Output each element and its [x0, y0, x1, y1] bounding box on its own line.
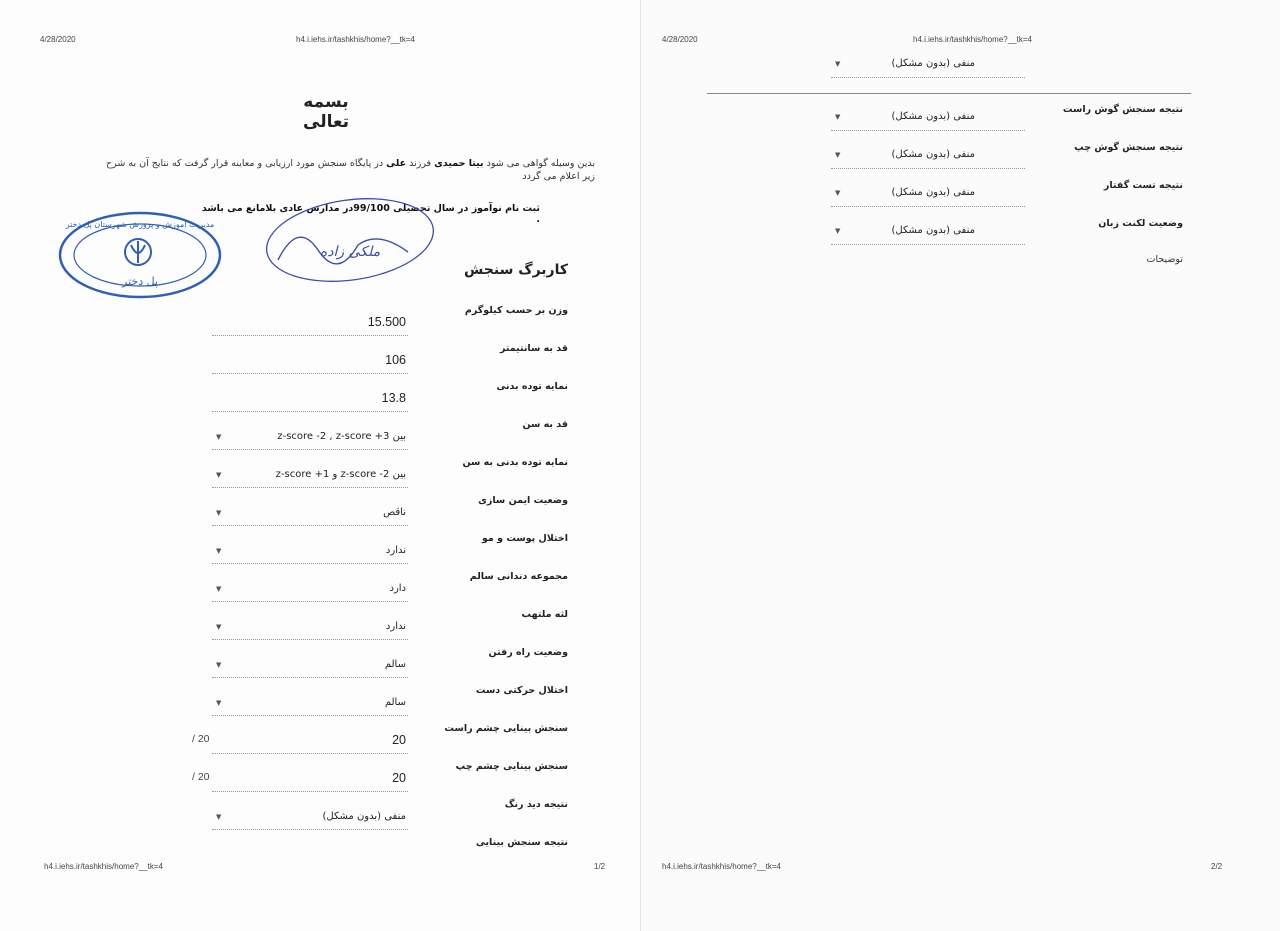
stamp-bottom-text: پل دختر: [122, 275, 158, 288]
field-label: نمایه توده بدنی به سن: [462, 457, 568, 468]
field-value: دارد: [389, 583, 406, 594]
field-value: منفی (بدون مشکل): [322, 811, 406, 822]
field-select[interactable]: [212, 615, 408, 640]
form-row: [0, 419, 640, 457]
field-label: وضعیت راه رفتن: [488, 647, 568, 658]
field-select[interactable]: [831, 106, 1025, 131]
field-select[interactable]: [831, 182, 1025, 207]
field-label: وضعیت ایمن سازی: [478, 495, 568, 506]
field-value: 15.500: [367, 315, 406, 329]
official-stamp: [55, 205, 225, 305]
field-value: 13.8: [381, 391, 406, 405]
form-row: [0, 457, 640, 495]
footer-url: h4.i.iehs.ir/tashkhis/home?__tk=4: [662, 862, 781, 871]
signature-text: ملکی زاده: [319, 244, 381, 260]
notes-label: توضیحات: [1146, 254, 1183, 265]
field-value: 20: [392, 733, 406, 747]
chevron-down-icon: ▼: [216, 547, 222, 555]
page-title: بسمه تعالی: [303, 92, 349, 132]
field-label: سنجش بینایی چشم راست: [444, 723, 568, 734]
chevron-down-icon: ▼: [216, 661, 222, 669]
field-select[interactable]: [212, 539, 408, 564]
chevron-down-icon: ▼: [835, 60, 841, 68]
form-row: [0, 723, 640, 761]
page-number: 2/2: [1211, 862, 1223, 871]
field-value: منفی (بدون مشکل): [891, 225, 975, 236]
field-label: سنجش بینایی چشم چپ: [455, 761, 568, 772]
field-label: نمایه توده بدنی: [496, 381, 568, 392]
document-page-2: [640, 0, 1280, 931]
chevron-down-icon: ▼: [216, 813, 222, 821]
field-input[interactable]: [212, 729, 408, 754]
vision-denominator: / 20: [192, 771, 210, 783]
field-value: سالم: [384, 659, 406, 670]
father-name: علی: [386, 158, 407, 169]
field-label: مجموعه دندانی سالم: [469, 571, 568, 582]
chevron-down-icon: ▼: [216, 471, 222, 479]
field-select[interactable]: [212, 577, 408, 602]
field-value: ندارد: [385, 545, 406, 556]
intro-paragraph: [95, 157, 595, 183]
field-label: قد به سن: [522, 419, 568, 430]
select-value: منفی (بدون مشکل): [891, 58, 975, 69]
chevron-down-icon: ▼: [216, 433, 222, 441]
header-date: 4/28/2020: [662, 35, 698, 44]
field-label: اختلال حرکتی دست: [475, 685, 568, 696]
field-label: نتیجه دید رنگ: [504, 799, 568, 810]
field-value: منفی (بدون مشکل): [891, 187, 975, 198]
form-row: [0, 533, 640, 571]
field-value: منفی (بدون مشکل): [891, 149, 975, 160]
chevron-down-icon: ▼: [216, 509, 222, 517]
header-url: h4.i.iehs.ir/tashkhis/home?__tk=4: [296, 35, 415, 44]
vision-denominator: / 20: [192, 733, 210, 745]
field-input[interactable]: [212, 349, 408, 374]
field-label: نتیجه سنجش گوش راست: [1062, 104, 1183, 115]
page-number: 1/2: [594, 862, 606, 871]
divider: [707, 93, 1191, 94]
form-row: [0, 799, 640, 837]
field-value: بین z-score -2 و z-score +1: [275, 469, 406, 480]
emblem-icon: [125, 239, 151, 265]
student-name: بیتا حمیدی: [434, 158, 484, 169]
form-row: [0, 305, 640, 343]
chevron-down-icon: ▼: [835, 113, 841, 121]
field-value: منفی (بدون مشکل): [891, 111, 975, 122]
section-title: کاربرگ سنجش: [464, 262, 568, 278]
field-select[interactable]: [831, 220, 1025, 245]
field-label: قد به سانتیمتر: [499, 343, 568, 354]
field-value: ناقص: [383, 507, 406, 518]
chevron-down-icon: ▼: [835, 151, 841, 159]
form-row: [0, 495, 640, 533]
field-value: بین z-score -2 , z-score +3: [277, 431, 406, 442]
field-input[interactable]: [212, 767, 408, 792]
registration-statement: ثبت نام نوآموز در سال تحصیلی 99/100در مدارس عادی بلامانع می باشد .: [201, 203, 540, 225]
form-row: [0, 761, 640, 799]
field-label: نتیجه تست گفتار: [1103, 180, 1183, 191]
field-select[interactable]: [212, 501, 408, 526]
footer-url: h4.i.iehs.ir/tashkhis/home?__tk=4: [44, 862, 163, 871]
header-url: h4.i.iehs.ir/tashkhis/home?__tk=4: [913, 35, 1032, 44]
field-input[interactable]: [212, 387, 408, 412]
carryover-select[interactable]: [831, 53, 1025, 78]
field-label: وزن بر حسب کیلوگرم: [464, 305, 568, 316]
field-label: نتیجه سنجش گوش چپ: [1074, 142, 1183, 153]
field-select[interactable]: [212, 805, 408, 830]
field-value: ندارد: [385, 621, 406, 632]
form-row: [0, 685, 640, 723]
chevron-down-icon: ▼: [835, 189, 841, 197]
form-row: [0, 381, 640, 419]
handwritten-signature: [258, 190, 443, 294]
field-label: اختلال پوست و مو: [481, 533, 568, 544]
field-value: 20: [392, 771, 406, 785]
field-select[interactable]: [212, 463, 408, 488]
intro-text-3: در پایگاه سنجش مورد ارزیابی و معاینه قرار گرفت که نتایج آن به شرح زیر اعلام می گردد: [106, 158, 595, 182]
field-input[interactable]: [212, 311, 408, 336]
field-select[interactable]: [212, 653, 408, 678]
field-select[interactable]: [212, 691, 408, 716]
field-label: نتیجه سنجش بینایی: [475, 837, 568, 848]
intro-text-2: فرزند: [406, 158, 435, 169]
field-select[interactable]: [831, 144, 1025, 169]
form-row: [0, 609, 640, 647]
form-row: [0, 343, 640, 381]
chevron-down-icon: ▼: [216, 585, 222, 593]
chevron-down-icon: ▼: [835, 227, 841, 235]
intro-text-1: بدین وسیله گواهی می شود: [483, 158, 595, 169]
form-row: [0, 571, 640, 609]
stamp-text: مدیریت آموزش و پرورش شهرستان پل دختر: [65, 220, 215, 229]
chevron-down-icon: ▼: [216, 699, 222, 707]
field-select[interactable]: [212, 425, 408, 450]
field-label: وضعیت لکنت زبان: [1098, 218, 1183, 229]
form-row: [0, 647, 640, 685]
field-value: 106: [385, 353, 406, 367]
header-date: 4/28/2020: [40, 35, 76, 44]
field-label: لثه ملتهب: [521, 609, 568, 620]
chevron-down-icon: ▼: [216, 623, 222, 631]
field-value: سالم: [384, 697, 406, 708]
